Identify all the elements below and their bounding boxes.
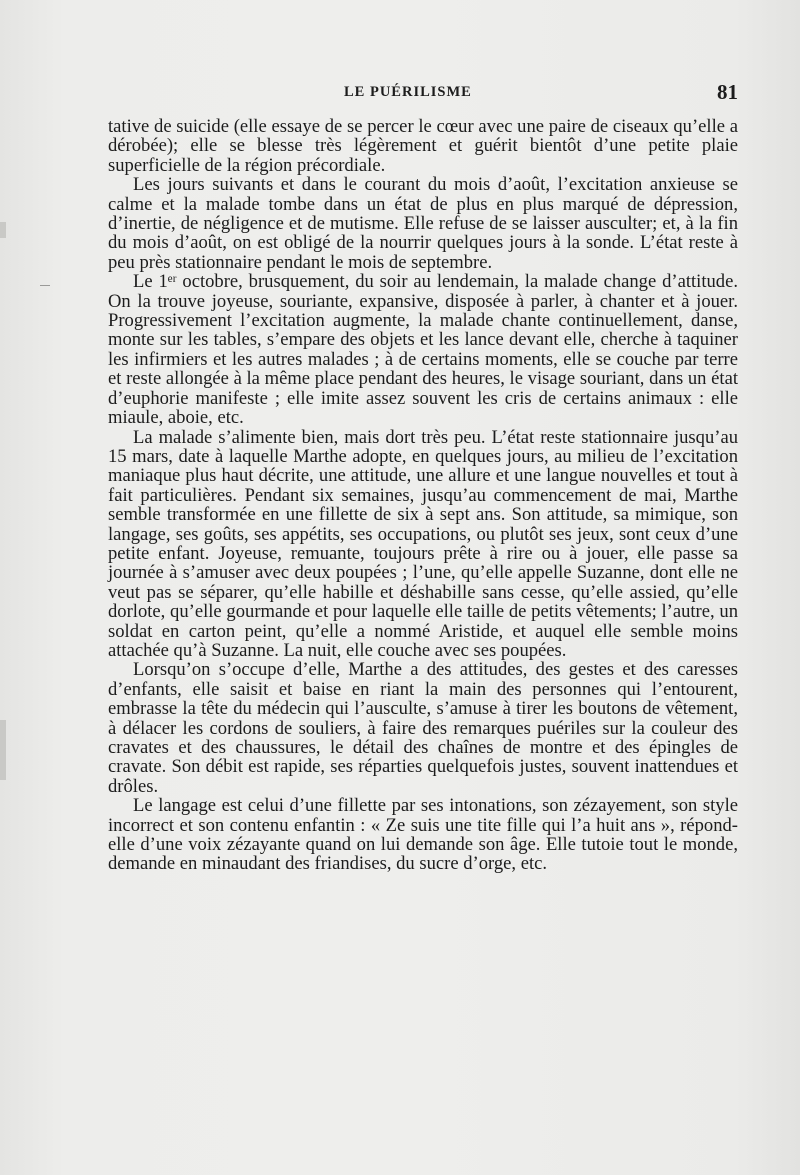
paragraph: tative de suicide (elle essaye de se percer le cœur avec une paire de ciseaux qu’elle a dérobée); elle se blesse très légèrement et guérit bientôt d’une petite plaie superficielle de la région précordiale. (108, 116, 738, 176)
margin-mark (40, 285, 50, 286)
paragraph: Lorsqu’on s’occupe d’elle, Marthe a des attitudes, des gestes et des caresses d’enfants, elle saisit et baise en riant la main des personnes qui l’entourent, embrasse la tête du médecin qui l’ausculte, s’amuse à tirer les boutons de vêtement, à délacer les cordons de souliers, à faire des remarques puériles sur la couleur des cravates et des chaussures, le détail des chaînes de montre et des épingles de cravate. Son débit est rapide, ses réparties quelquefois justes, souvent inattendues et drôles. (108, 659, 738, 797)
paragraph: Le 1ᵉʳ octobre, brusquement, du soir au lendemain, la malade change d’attitude. On la trouve joyeuse, souriante, expansive, disposée à parler, à chanter et à jouer. Progressivement l’excitation augmente, la malade chante continuellement, danse, monte sur les tables, s’empare des objets et les lance devant elle, cherche à taquiner les infirmiers et les autres malades ; à de certains moments, elle se couche par terre et reste allongée à la même place pendant des heures, le visage souriant, dans un état d’euphorie manifeste ; elle imite assez souvent les cris de certains animaux : elle miaule, aboie, etc. (108, 271, 738, 429)
paragraph: La malade s’alimente bien, mais dort très peu. L’état reste stationnaire jusqu’au 15 mars, date à laquelle Marthe adopte, en quelques jours, au milieu de l’excitation maniaque plus haut décrite, une attitude, une allure et une langue nouvelles et tout à fait particulières. Pendant six semaines, jusqu’au commencement de mai, Marthe semble transformée en une fillette de six à sept ans. Son attitude, sa mimique, son langage, ses goûts, ses appétits, ses occupations, ou plutôt ses jeux, sont ceux d’une petite enfant. Joyeuse, remuante, toujours prête à rire ou à jouer, elle passe sa journée à s’amuser avec deux poupées ; l’une, qu’elle appelle Suzanne, dont elle ne veut pas se séparer, qu’elle habille et déshabille sans cesse, qu’elle assied, qu’elle dorlote, qu’elle gourmande et pour laquelle elle taille de petits vêtements; l’autre, un soldat en carton peint, qu’elle a nommé Aristide, et auquel elle semble moins attachée qu’à Suzanne. La nuit, elle couche avec ses poupées. (108, 426, 738, 661)
body-text (108, 117, 738, 874)
running-title: LE PUÉRILISME (344, 84, 472, 100)
page-edge-mark (0, 720, 6, 780)
page-header (108, 80, 738, 106)
paragraph: Les jours suivants et dans le courant du mois d’août, l’excitation anxieuse se calme et la malade tombe dans un état de plus en plus marqué de dépression, d’inertie, de négligence et de mutisme. Elle refuse de se laisser ausculter; et, à la fin du mois d’août, on est obligé de la nourrir quelques jours à la sonde. L’état reste à peu près stationnaire pendant le mois de septembre. (108, 174, 738, 273)
page-number: 81 (717, 80, 738, 104)
page-edge-mark (0, 222, 6, 238)
paragraph: Le langage est celui d’une fillette par ses intonations, son zézayement, son style incorrect et son contenu enfantin : « Ze suis une tite fille qui l’a huit ans », répond-elle d’une voix zézayante quand on lui demande son âge. Elle tutoie tout le monde, demande en minaudant des friandises, du sucre d’orge, etc. (108, 795, 738, 875)
